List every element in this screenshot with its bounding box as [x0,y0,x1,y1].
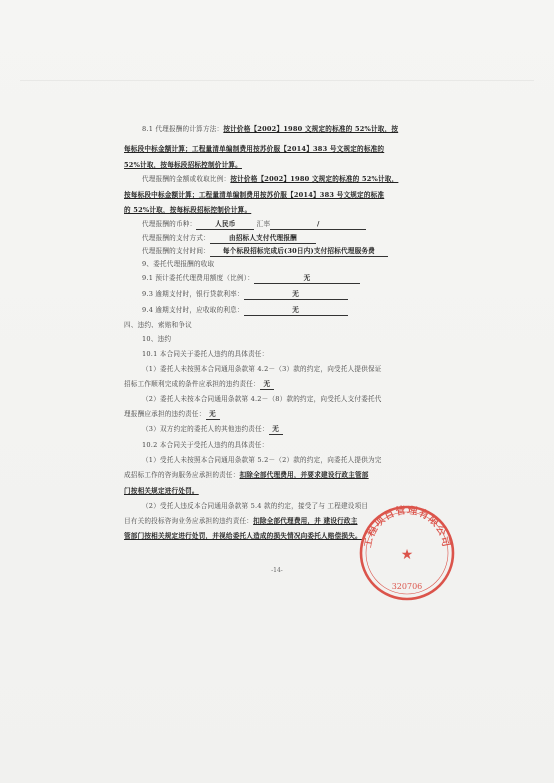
scan-artifact [20,80,534,81]
filled-blank: 无 [244,305,348,316]
body-text: 成招标工作的咨询服务应承担的责任： [124,471,240,479]
body-text: 汇率 [254,220,271,228]
text-line [124,470,369,480]
filled-blank: 无 [206,409,220,420]
filled-blank: 无 [254,273,360,284]
text-line [124,160,242,170]
text-line [142,246,388,257]
emphasized-text: 的 52%计取，按每标段招标控制价计算。 [124,206,252,214]
body-text: 10.1 本合同关于委托人违约的具体责任： [142,350,269,358]
text-line [142,289,348,300]
body-text: 9、委托代理报酬的收取 [142,260,215,268]
filled-blank: 每个标段招标完成后(30日内)支付招标代理服务费 [210,246,388,257]
emphasized-text: 52%计取，按每标段招标控制价计算。 [124,161,242,169]
body-text: 10、违约 [142,335,172,343]
stamp-code: 320706 [391,582,423,591]
body-text: （1）受托人未按照本合同通用条款第 5.2－（2）款的约定，向委托人提供为完 [142,456,382,464]
text-line [142,259,214,269]
stamp-star-icon: ★ [400,547,414,563]
text-line [124,409,220,420]
emphasized-text: 每标段中标金额计算；工程量清单编制费用按苏价服【2014】383 号文规定的标准的 [124,145,385,153]
stamp-arc-text: 工程项目管理有限公司 [362,505,452,549]
emphasized-text: 门按相关规定进行处罚。 [124,487,199,495]
text-line [142,455,382,465]
body-text: （2）受托人违反本合同通用条款第 5.4 款的约定，接受了与 [142,502,326,510]
text-line [124,144,384,154]
emphasized-text: 按每标段中标金额计算；工程量清单编制费用按苏价服【2014】383 号文规定的标准 [124,191,385,199]
text-line [142,334,171,344]
body-text: （1）委托人未按照本合同通用条款第 4.2－（3）款的约定，向受托人提供保证 [142,365,382,373]
body-text: 代理报酬的金额或收取比例： [142,175,231,183]
body-text: 代理报酬的支付方式： [142,234,210,242]
emphasized-text: 扣除全部代理费用，并要求建设行政主管部 [239,471,369,479]
text-line [124,486,199,496]
body-text: 理报酬应承担的违约责任： [124,410,206,418]
emphasized-text: 扣除全部代理费用，并 [253,517,322,525]
emphasized-text: 按计价格【2002】1980 文规定的标准的 52%计取， [230,175,399,183]
filled-blank: 由招标人支付代理报酬 [210,233,316,244]
body-text: 招标工作顺利完成的条件应承担的违约责任： [124,380,260,388]
text-line [142,364,382,374]
filled-blank: 无 [244,289,348,300]
filled-blank: / [270,219,366,230]
body-text: 工程建设项目 [325,502,369,510]
text-line [124,205,251,215]
text-line [142,349,268,359]
body-text: 10.2 本合同关于受托人违约的具体责任： [142,441,269,449]
text-line [142,440,268,450]
emphasized-text: 管部门按相关规定进行处罚，并视给委托人造成的损失情况向委托人赔偿损失。 [124,532,362,540]
text-line [124,531,362,541]
text-line [142,273,360,284]
body-text: 四、违约、索赔和争议 [124,321,192,329]
text-line [142,501,368,511]
body-text: （3）双方约定的委托人的其他违约责任： [142,425,269,433]
text-line [124,320,192,330]
text-line [142,394,382,404]
text-line [142,219,366,230]
body-text: （2）委托人未按本合同通用条款第 4.2－（8）款的约定，向受托人支付委托代 [142,395,382,403]
text-line [142,174,398,184]
emphasized-text: 建设行政主 [321,517,358,525]
body-text: 9.4 逾期支付时，应收取的利息： [142,306,244,314]
body-text: 8.1 代理报酬的计算方法： [142,125,224,133]
body-text: 目有关的投标咨询业务应承担的违约责任： [124,517,254,525]
body-text: 9.1 预计委托代理费用额度（比例）： [142,274,254,282]
filled-blank: 无 [260,379,274,390]
text-line [142,305,348,316]
text-line [142,124,398,134]
text-line [124,190,384,200]
company-seal-stamp [357,503,457,603]
emphasized-text: 按计价格【2002】1980 文规定的标准的 52%计取，按 [223,125,399,133]
body-text: 9.3 逾期支付时，银行贷款利率： [142,290,244,298]
filled-blank: 人民币 [196,219,254,230]
text-line [124,516,358,526]
text-line [142,424,283,435]
body-text: 代理报酬的币种： [142,220,197,228]
body-text: 代理报酬的支付时间： [142,247,210,255]
text-line [142,233,316,244]
text-line [124,379,274,390]
filled-blank: 无 [269,424,283,435]
page-number: -14- [271,567,283,574]
